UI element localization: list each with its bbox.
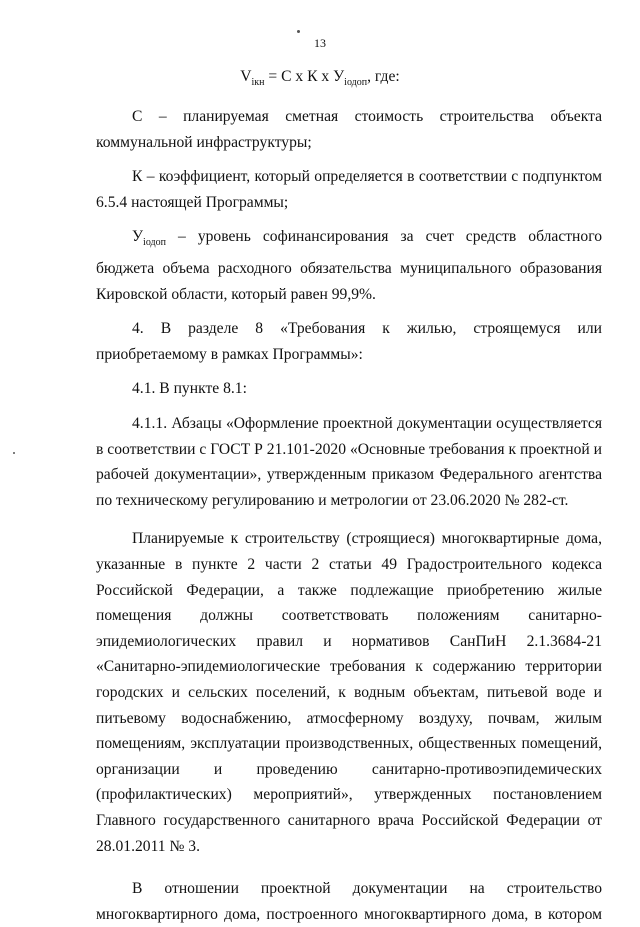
definition-y — [96, 224, 602, 307]
definition-k: К – коэффициент, который определяется в соответствии с подпунктом 6.5.4 настоящей Программы; — [96, 168, 602, 211]
definition-y-subscript: iодоп — [143, 237, 166, 249]
formula-y: У — [333, 68, 345, 85]
paragraph-4: 4. В разделе 8 «Требования к жилью, строящемуся или приобретаемому в рамках Программы»: — [96, 320, 602, 363]
formula-v: V — [240, 68, 252, 85]
formula-v-subscript: ікн — [251, 77, 265, 89]
definition-y-symbol: У — [132, 228, 144, 246]
formula — [0, 68, 640, 88]
page-number: 13 — [314, 36, 326, 50]
formula-y-subscript: iодоп — [344, 77, 368, 89]
definition-c: С – планируемая сметная стоимость строительства объекта коммунальной инфраструктуры; — [96, 108, 602, 151]
scan-speck — [13, 452, 15, 454]
paragraph-project-documentation: В отношении проектной документации на строительство многоквартирного дома, построенного многоквартирного дома, в котором — [96, 880, 602, 923]
definition-y-text: – уровень софинансирования за счет средств областного бюджета объема расходного обязательства муниципального образования Кировской области, который равен 99,9%. — [96, 228, 602, 303]
paragraph-4-1: 4.1. В пункте 8.1: — [132, 380, 247, 398]
paragraph-planned-houses: Планируемые к строительству (строящиеся) многоквартирные дома, указанные в пункте 2 части 2 статьи 49 Градостроительного кодекса Российской Федерации, а также подлежащие приобретению жилые помещения должны соответствовать положениям санитарно-эпидемиологических правил и нормативов СанПиН 2.1.3684-21 «Санитарно-эпидемиологические требования к содержанию территории городских и сельских поселений, к водным объектам, питьевой воде и питьевому водоснабжению, атмосферному воздуху, почвам, жилым помещениям, эксплуатации производственных, общественных помещений, организации и проведению санитарно-противоэпидемических (профилактических) мероприятий», утвержденных постановлением Главного государственного санитарного врача Российской Федерации от 28.01.2011 № 3. — [96, 530, 602, 855]
document-body — [96, 104, 602, 927]
paragraph-4-1-1: 4.1.1. Абзацы «Оформление проектной документации осуществляется в соответствии с ГОСТ Р 21.101-2020 «Основные требования к проектной и рабочей документации», утвержденным приказом Федерального агентства по техническому регулированию и метрологии от 23.06.2020 № 282-ст. — [96, 415, 602, 509]
formula-tail: , где: — [367, 68, 400, 85]
formula-product: = С х К х — [264, 68, 334, 85]
scan-speck — [297, 30, 300, 33]
